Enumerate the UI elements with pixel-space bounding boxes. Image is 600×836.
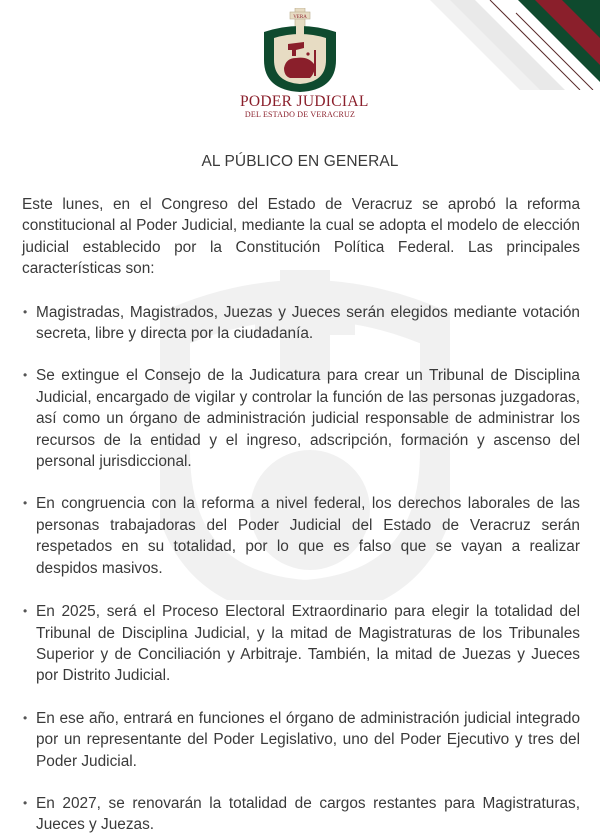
logo-motto: VERA — [293, 15, 307, 20]
corner-stripes-decoration — [430, 0, 600, 90]
shield-emblem-icon — [260, 8, 340, 92]
list-item — [22, 493, 580, 579]
page-title: AL PÚBLICO EN GENERAL — [201, 153, 399, 170]
intro-paragraph: Este lunes, en el Congreso del Estado de Veracruz se aprobó la reforma constitucional al Poder Judicial, mediante la cual se adopta el modelo de elección judicial establecido por la Constitución Política Federal. Las principales características son: — [22, 196, 580, 278]
list-item — [22, 708, 580, 772]
list-item — [22, 601, 580, 687]
logo-subtitle: DEL ESTADO DE VERACRUZ — [244, 110, 356, 119]
bullet-icon: • — [23, 795, 28, 810]
list-item — [22, 793, 580, 836]
list-item-text: Se extingue el Consejo de la Judicatura para crear un Tribunal de Disciplina Judicial, encargado de vigilar y controlar la función de las personas juzgadoras, así como un órgano de administración judicial responsable de administrar los recursos de la entidad y el ingreso, adscripción, formación y ascenso del personal jurisdiccional. — [36, 367, 580, 471]
poder-judicial-logo — [240, 8, 369, 126]
bullet-icon: • — [23, 304, 28, 319]
list-item-text: En ese año, entrará en funciones el órgano de administración judicial integrado por un representante del Poder Legislativo, uno del Poder Ejecutivo y tres del Poder Judicial. — [36, 709, 580, 770]
logo-title: PODER JUDICIAL — [240, 93, 369, 110]
bullet-icon: • — [23, 710, 28, 725]
list-item-text: En congruencia con la reforma a nivel federal, los derechos laborales de las personas trabajadoras del Poder Judicial del Estado de Veracruz serán respetados en su totalidad, por lo que es falso que se vayan a realizar despidos masivos. — [36, 495, 580, 577]
bullet-icon: • — [23, 368, 28, 383]
list-item-text: En 2025, será el Proceso Electoral Extraordinario para elegir la totalidad del Tribunal de Disciplina Judicial, y la mitad de Magistraturas de los Tribunales Superior y de Conciliación y Arbitraje. También, la mitad de Juezas y Jueces por Distrito Judicial. — [36, 603, 580, 685]
list-item-text: Magistradas, Magistrados, Juezas y Jueces serán elegidos mediante votación secreta, libre y directa por la ciudadanía. — [36, 303, 580, 343]
bullet-icon: • — [23, 496, 28, 511]
statement-body — [22, 194, 580, 836]
characteristics-list — [22, 302, 580, 836]
list-item — [22, 365, 580, 472]
list-item — [22, 302, 580, 345]
list-item-text: En 2027, se renovarán la totalidad de cargos restantes para Magistraturas, Jueces y Juezas. — [36, 794, 580, 834]
bullet-icon: • — [23, 604, 28, 619]
